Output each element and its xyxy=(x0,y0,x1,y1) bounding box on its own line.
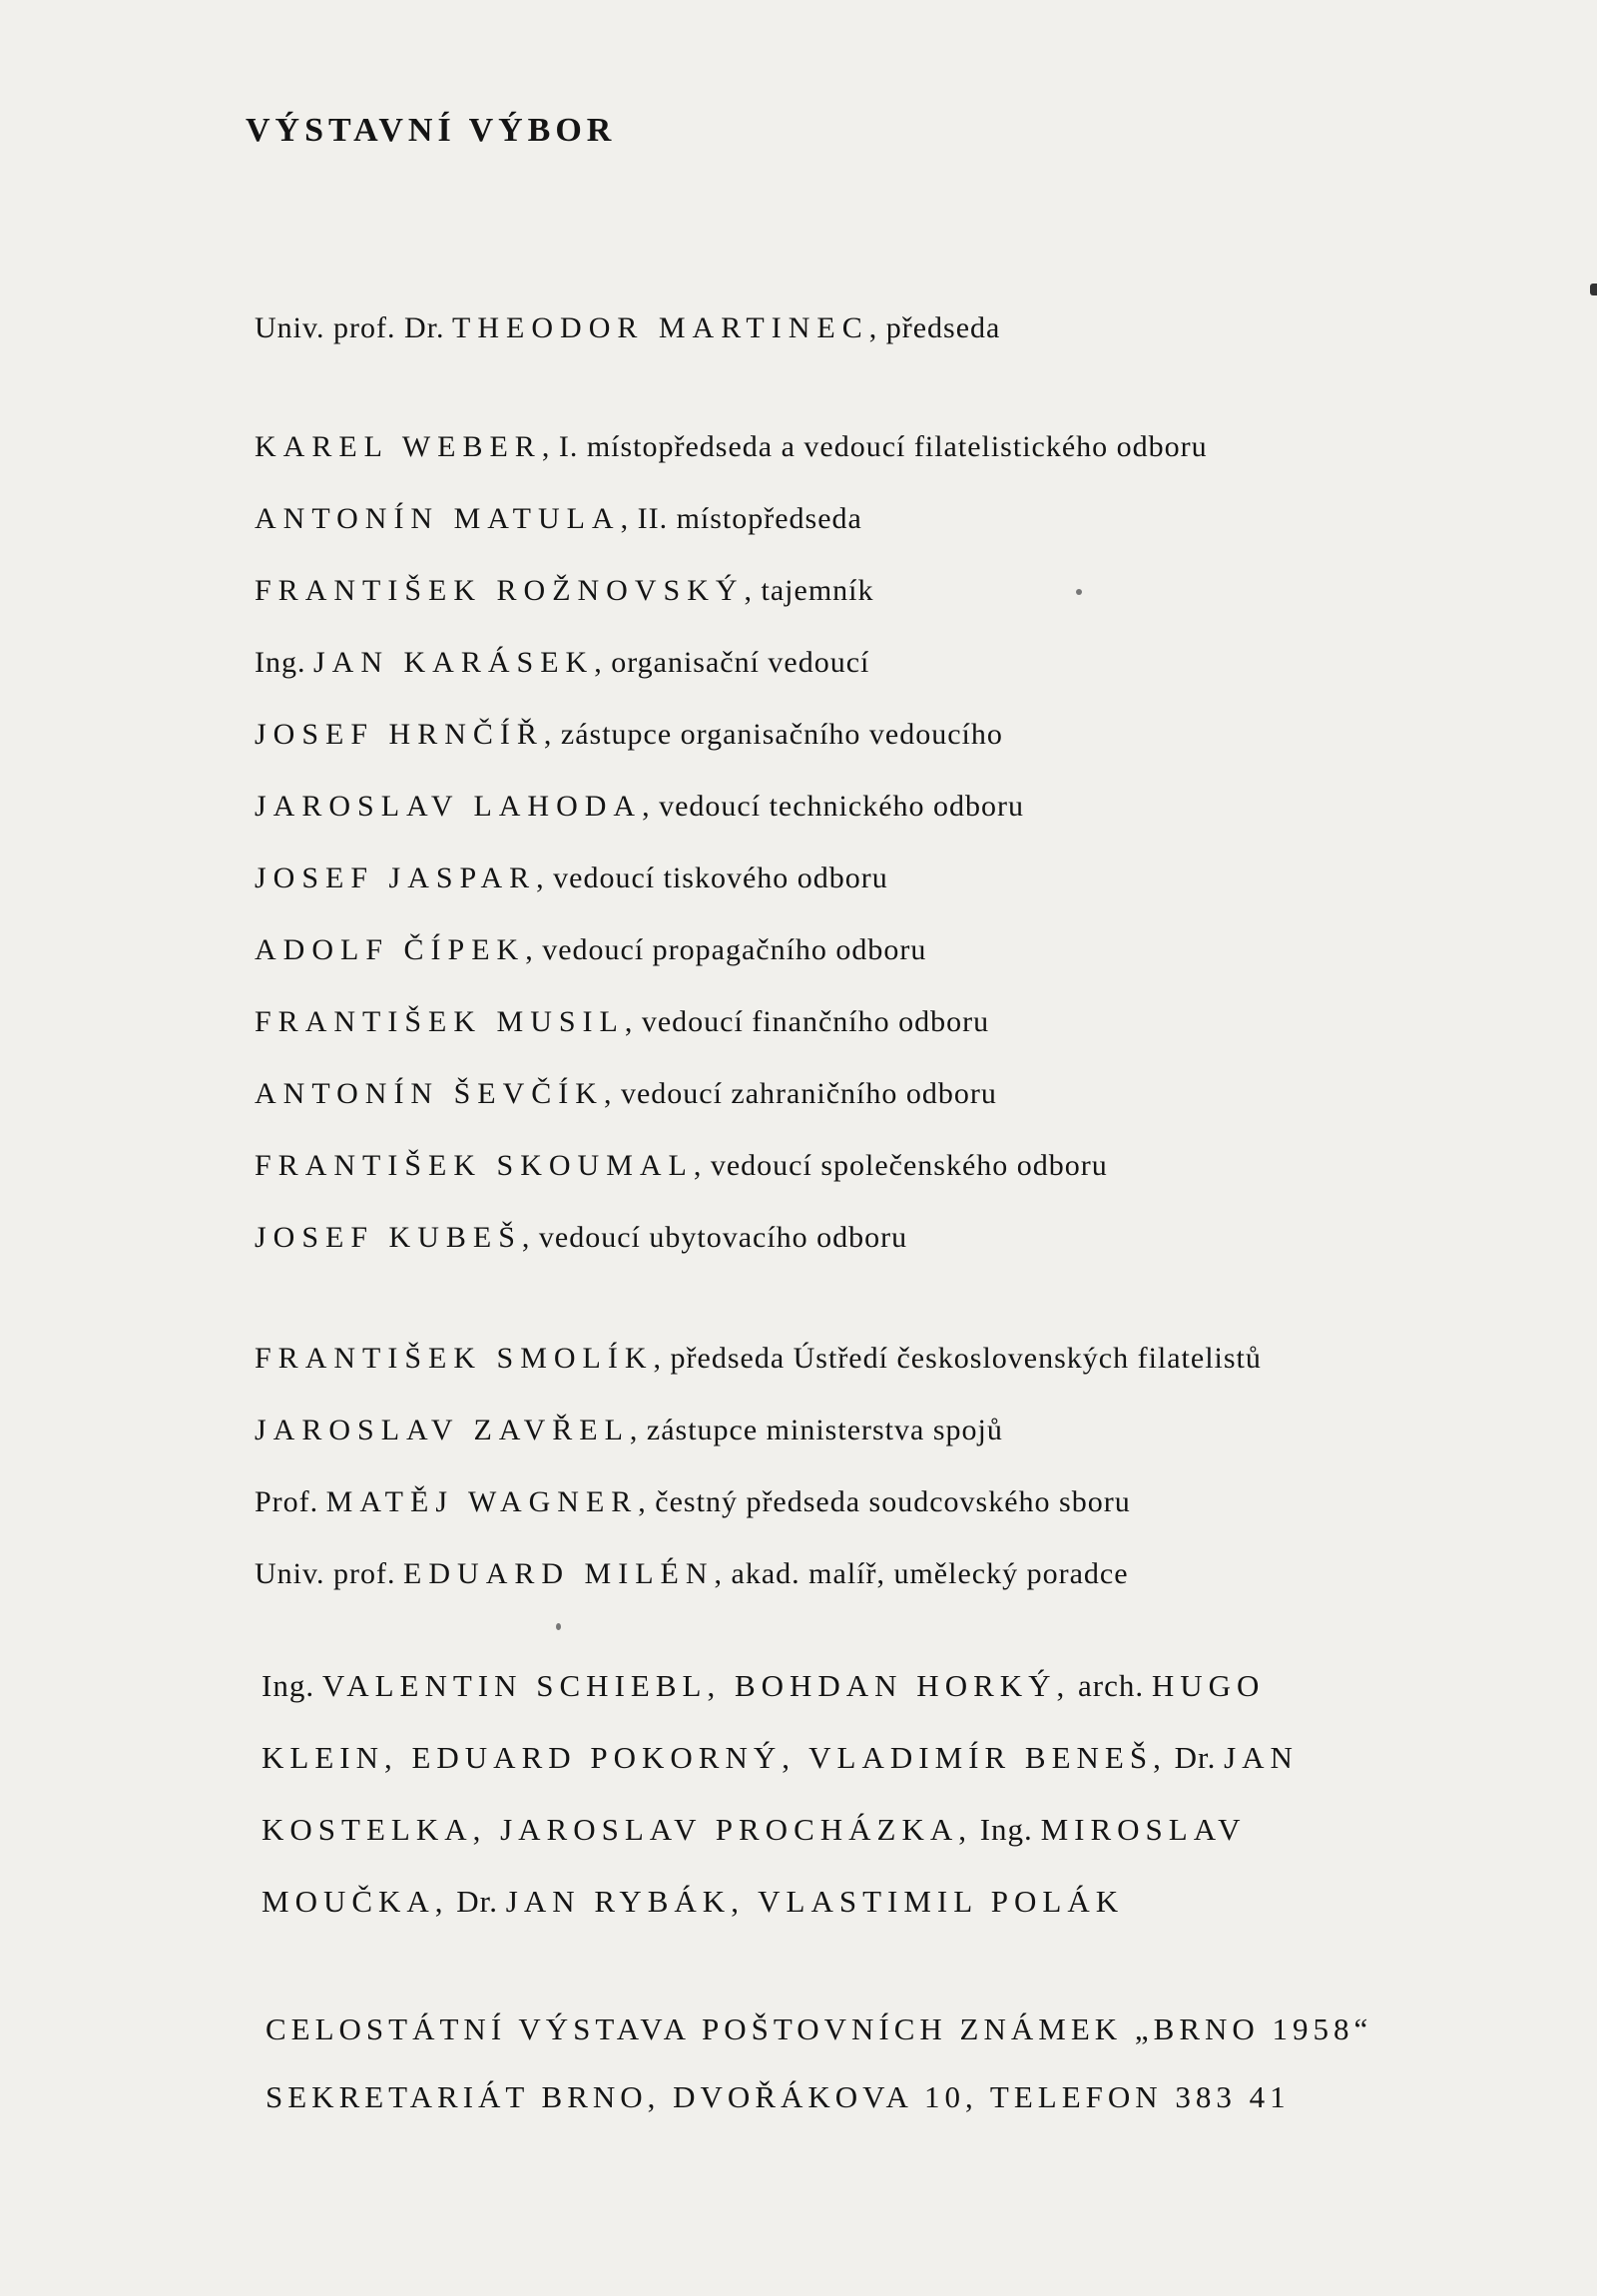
entry-name: FRANTIŠEK SMOLÍK xyxy=(255,1342,654,1375)
footer-line-2: SEKRETARIÁT BRNO, DVOŘÁKOVA 10, TELEFON 383 41 xyxy=(266,2079,1291,2114)
committee-entry xyxy=(255,570,874,612)
committee-entry xyxy=(255,642,869,684)
entry-name: ADOLF ČÍPEK xyxy=(255,933,526,966)
entry-role: , akad. malíř, umělecký poradce xyxy=(714,1557,1129,1590)
member-names: JAN RYBÁK, VLASTIMIL POLÁK xyxy=(505,1884,1125,1919)
entry-role: , vedoucí společenského odboru xyxy=(693,1149,1108,1182)
entry-prefix: Prof. xyxy=(255,1485,319,1518)
entry-role: , II. místopředseda xyxy=(620,502,862,535)
entry-role: , I. místopředseda a vedoucí filatelistického odboru xyxy=(541,430,1208,463)
member-prefix: Dr. xyxy=(456,1884,499,1919)
edge-mark xyxy=(1590,284,1597,295)
committee-entry xyxy=(255,1073,997,1115)
entry-name: JAN KARÁSEK xyxy=(313,646,595,679)
members-block xyxy=(262,1665,1489,1953)
page-heading: VÝSTAVNÍ VÝBOR xyxy=(246,112,617,149)
committee-entry xyxy=(255,1145,1108,1187)
member-names: KOSTELKA, JAROSLAV PROCHÁZKA, xyxy=(262,1812,972,1847)
members-line xyxy=(262,1809,1489,1881)
entry-role: , čestný předseda soudcovského sboru xyxy=(638,1485,1131,1518)
entry-role: , zástupce organisačního vedoucího xyxy=(543,718,1003,751)
entry-role: , vedoucí zahraničního odboru xyxy=(603,1077,997,1110)
entry-role: , předseda Ústředí československých filatelistů xyxy=(653,1342,1262,1375)
entry-name: FRANTIŠEK MUSIL xyxy=(255,1005,625,1038)
committee-entry xyxy=(255,426,1208,468)
entry-name: KAREL WEBER xyxy=(255,430,542,463)
committee-entry xyxy=(255,714,1003,756)
entry-role: , vedoucí tiskového odboru xyxy=(536,861,888,894)
members-line xyxy=(262,1665,1489,1737)
entry-name: JOSEF KUBEŠ xyxy=(255,1221,522,1254)
committee-entry xyxy=(255,1001,989,1043)
entry-name: JAROSLAV LAHODA xyxy=(255,790,643,823)
entry-role: , vedoucí finančního odboru xyxy=(624,1005,990,1038)
entry-prefix: Univ. prof. xyxy=(255,1557,396,1590)
entry-role: , předseda xyxy=(868,311,1001,344)
entry-role: , vedoucí ubytovacího odboru xyxy=(521,1221,908,1254)
committee-entry xyxy=(255,858,888,899)
entry-name: JOSEF JASPAR xyxy=(255,861,537,894)
entry-name: MATĚJ WAGNER xyxy=(325,1485,639,1518)
member-names: MOUČKA, xyxy=(262,1884,449,1919)
footer-line-1: CELOSTÁTNÍ VÝSTAVA POŠTOVNÍCH ZNÁMEK „BRNO 1958“ xyxy=(266,2011,1373,2046)
member-names: KLEIN, EDUARD POKORNÝ, VLADIMÍR BENEŠ, xyxy=(262,1740,1167,1775)
guest-entry xyxy=(255,1410,1003,1451)
entry-name: THEODOR MARTINEC xyxy=(452,311,869,344)
entry-role: , tajemník xyxy=(744,574,874,607)
member-names: VALENTIN SCHIEBL, BOHDAN HORKÝ, xyxy=(321,1668,1071,1703)
member-prefix: Ing. xyxy=(979,1812,1033,1847)
entry-name: EDUARD MILÉN xyxy=(403,1557,715,1590)
committee-entry xyxy=(255,929,926,971)
entry-name: JOSEF HRNČÍŘ xyxy=(255,718,544,751)
committee-entry xyxy=(255,498,862,540)
entry-name: FRANTIŠEK ROŽNOVSKÝ xyxy=(255,574,745,607)
entry-name: JAROSLAV ZAVŘEL xyxy=(255,1414,630,1446)
member-names: HUGO xyxy=(1151,1668,1266,1703)
guest-entry xyxy=(255,1553,1129,1595)
entry-role: , organisační vedoucí xyxy=(594,646,870,679)
guest-entry xyxy=(255,1338,1262,1380)
members-line xyxy=(262,1881,1489,1953)
entry-role: , vedoucí propagačního odboru xyxy=(525,933,927,966)
entry-prefix: Ing. xyxy=(255,646,306,679)
member-prefix: Ing. xyxy=(262,1668,315,1703)
entry-name: ANTONÍN ŠEVČÍK xyxy=(255,1077,604,1110)
member-prefix: arch. xyxy=(1078,1668,1145,1703)
member-names: JAN xyxy=(1224,1740,1299,1775)
entry-prefix: Univ. prof. Dr. xyxy=(255,311,445,344)
entry-role: , zástupce ministerstva spojů xyxy=(629,1414,1003,1446)
paper-speck xyxy=(1076,589,1082,595)
member-names: MIROSLAV xyxy=(1040,1812,1247,1847)
entry-role: , vedoucí technického odboru xyxy=(642,790,1024,823)
paper-speck xyxy=(556,1623,561,1630)
guest-entry xyxy=(255,1481,1131,1523)
committee-entry xyxy=(255,786,1024,828)
member-prefix: Dr. xyxy=(1174,1740,1217,1775)
chair-entry xyxy=(255,307,1000,349)
entry-name: FRANTIŠEK SKOUMAL xyxy=(255,1149,694,1182)
committee-entry xyxy=(255,1217,907,1259)
entry-name: ANTONÍN MATULA xyxy=(255,502,621,535)
members-line xyxy=(262,1737,1489,1809)
